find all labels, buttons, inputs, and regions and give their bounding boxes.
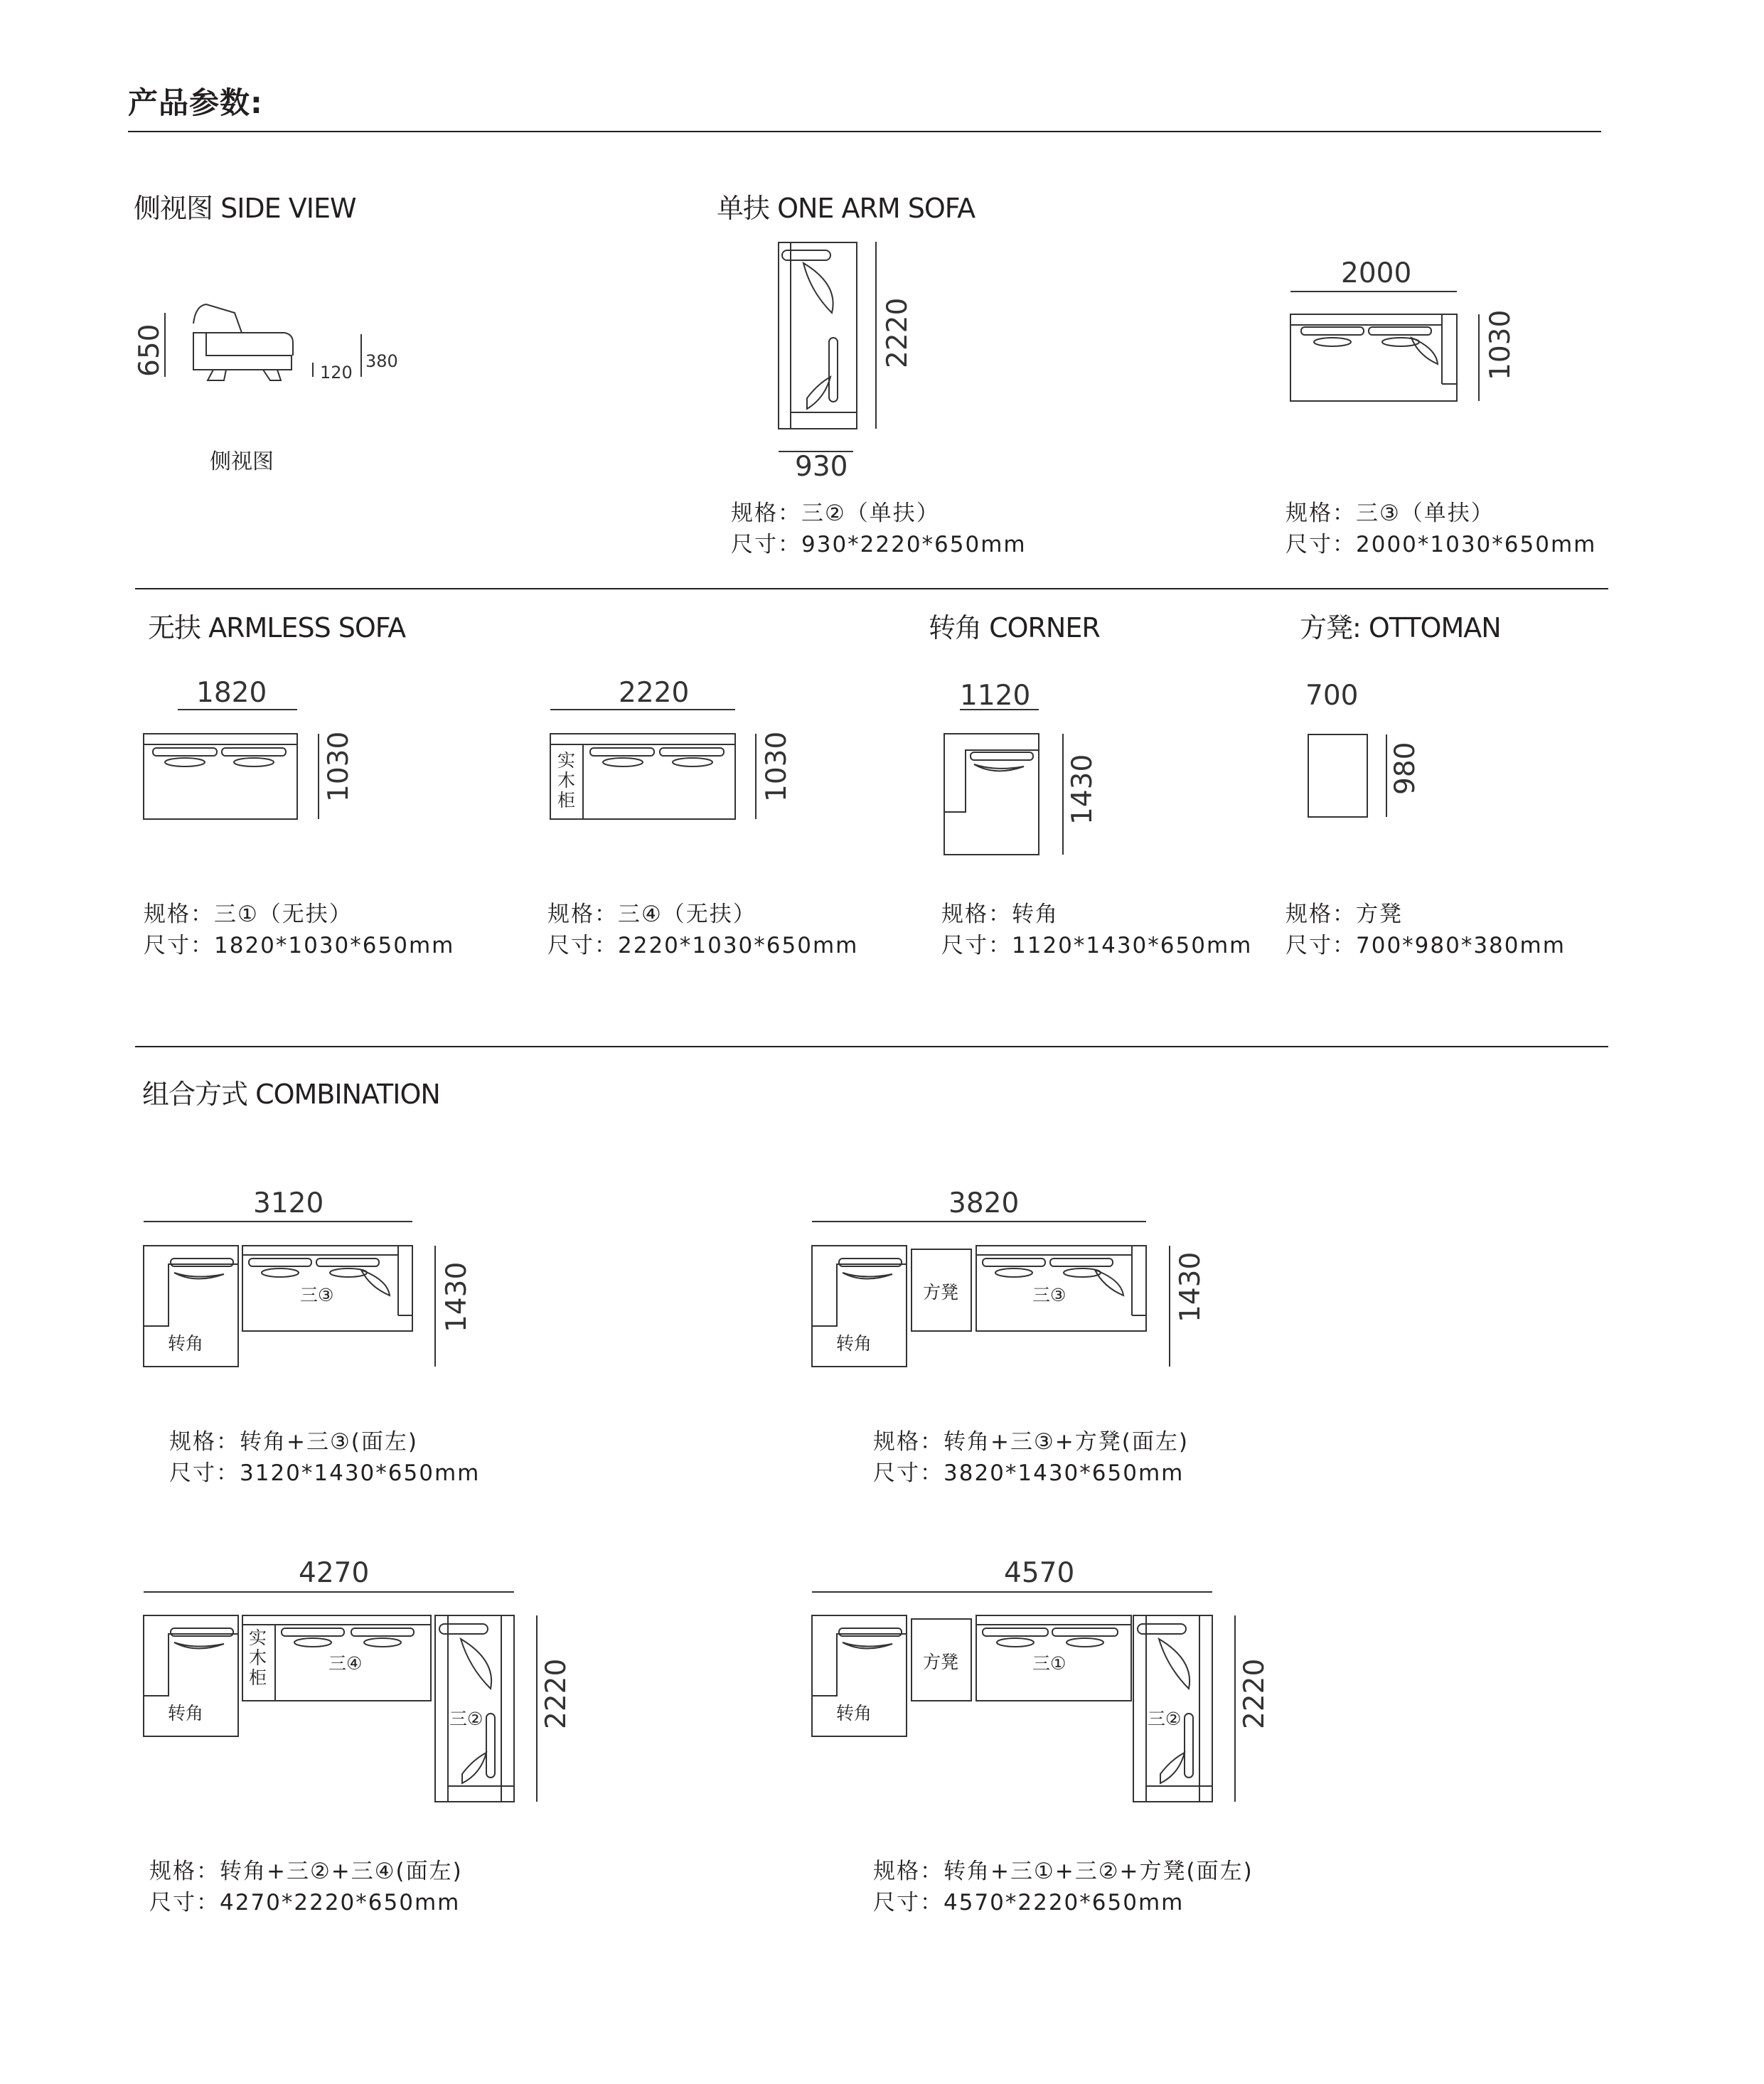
combo-4-ottoman-label: 方凳 xyxy=(923,1652,959,1672)
combo-3-width: 4270 xyxy=(299,1557,370,1589)
one-arm-b-spec: 规格：三③（单扶） xyxy=(1285,501,1495,526)
combo-4-seat-label: 三① xyxy=(1032,1653,1067,1674)
armless-b-width: 2220 xyxy=(619,677,690,709)
one-arm-b-depth: 1030 xyxy=(1485,309,1517,380)
combo-1-width: 3120 xyxy=(253,1187,324,1219)
combo-2-size: 尺寸：3820*1430*650mm xyxy=(873,1460,1185,1486)
combo-1-size: 尺寸：3120*1430*650mm xyxy=(169,1460,481,1486)
side-view-seat-label: 120 xyxy=(320,363,353,383)
section-divider-1 xyxy=(135,588,1608,589)
combo-2-corner-label: 转角 xyxy=(836,1333,872,1354)
armless-b-spec: 规格：三④（无扶） xyxy=(547,902,757,927)
one-arm-b-width: 2000 xyxy=(1341,257,1412,289)
page-title: 产品参数: xyxy=(128,85,263,120)
ottoman-heading: 方凳: OTTOMAN xyxy=(1300,612,1501,643)
corner-heading: 转角 CORNER xyxy=(929,612,1100,643)
one-arm-a-depth: 2220 xyxy=(882,297,914,368)
side-view-heading: 侧视图 SIDE VIEW xyxy=(134,193,356,224)
corner-width: 1120 xyxy=(960,680,1031,712)
combo-1-depth: 1430 xyxy=(441,1261,473,1332)
corner-drawing xyxy=(944,710,1063,855)
combo-3-cabinet-label: 实木柜 xyxy=(249,1628,267,1688)
one-arm-heading: 单扶 ONE ARM SOFA xyxy=(717,193,975,224)
combo-3-seat-label: 三④ xyxy=(328,1653,363,1674)
combo-3-depth: 2220 xyxy=(540,1658,572,1729)
combo-2-width: 3820 xyxy=(948,1187,1020,1219)
one-arm-b-drawing xyxy=(1290,292,1479,401)
armless-a-size: 尺寸：1820*1030*650mm xyxy=(144,933,455,958)
combo-3-seat2-label: 三② xyxy=(449,1709,483,1729)
corner-size: 尺寸：1120*1430*650mm xyxy=(941,933,1253,958)
one-arm-a-drawing xyxy=(779,242,876,451)
combination-heading: 组合方式 COMBINATION xyxy=(142,1079,440,1110)
combo-4-corner-label: 转角 xyxy=(836,1703,872,1724)
one-arm-a-spec: 规格：三②（单扶） xyxy=(731,501,940,526)
combo-3-spec: 规格：转角+三②+三④(面左) xyxy=(149,1859,463,1884)
combo-4-drawing xyxy=(812,1592,1235,1802)
ottoman-width: 700 xyxy=(1305,680,1359,712)
corner-depth: 1430 xyxy=(1067,754,1099,825)
corner-spec: 规格：转角 xyxy=(941,902,1059,927)
combo-2-spec: 规格：转角+三③+方凳(面左) xyxy=(873,1429,1189,1455)
side-view-caption: 侧视图 xyxy=(210,449,274,474)
combo-3-size: 尺寸：4270*2220*650mm xyxy=(149,1890,461,1915)
ottoman-spec: 规格：方凳 xyxy=(1285,902,1403,927)
combo-4-size: 尺寸：4570*2220*650mm xyxy=(873,1890,1185,1915)
ottoman-size: 尺寸：700*980*380mm xyxy=(1285,933,1566,958)
armless-a-width: 1820 xyxy=(196,677,267,709)
armless-a-drawing xyxy=(144,710,319,819)
combo-2-seat-label: 三③ xyxy=(1032,1285,1067,1305)
combo-4-depth: 2220 xyxy=(1239,1658,1271,1729)
combo-3-corner-label: 转角 xyxy=(168,1703,204,1724)
side-view-seat-height-label: 380 xyxy=(365,351,398,371)
combo-3-drawing xyxy=(144,1592,537,1802)
combo-4-width: 4570 xyxy=(1004,1557,1075,1589)
armless-b-cabinet-label: 实木柜 xyxy=(557,750,576,811)
one-arm-a-size: 尺寸：930*2220*650mm xyxy=(731,532,1027,557)
armless-a-depth: 1030 xyxy=(323,731,355,802)
combo-1-spec: 规格：转角+三③(面左) xyxy=(169,1429,418,1455)
combo-4-seat2-label: 三② xyxy=(1148,1709,1182,1729)
one-arm-a-width: 930 xyxy=(795,451,848,483)
combo-2-ottoman-label: 方凳 xyxy=(923,1282,959,1303)
combo-2-depth: 1430 xyxy=(1175,1251,1207,1322)
armless-b-drawing xyxy=(550,710,756,819)
armless-b-size: 尺寸：2220*1030*650mm xyxy=(547,933,859,958)
combo-4-spec: 规格：转角+三①+三②+方凳(面左) xyxy=(873,1859,1253,1884)
section-divider-2 xyxy=(135,1046,1608,1047)
combo-1-seat-label: 三③ xyxy=(300,1285,334,1305)
side-view-height-label: 650 xyxy=(134,324,166,377)
armless-a-spec: 规格：三①（无扶） xyxy=(144,902,353,927)
ottoman-drawing xyxy=(1308,734,1386,817)
combo-1-corner-label: 转角 xyxy=(168,1333,204,1354)
armless-b-depth: 1030 xyxy=(761,731,793,802)
one-arm-b-size: 尺寸：2000*1030*650mm xyxy=(1285,532,1597,557)
armless-heading: 无扶 ARMLESS SOFA xyxy=(148,612,406,643)
ottoman-depth: 980 xyxy=(1389,742,1421,795)
